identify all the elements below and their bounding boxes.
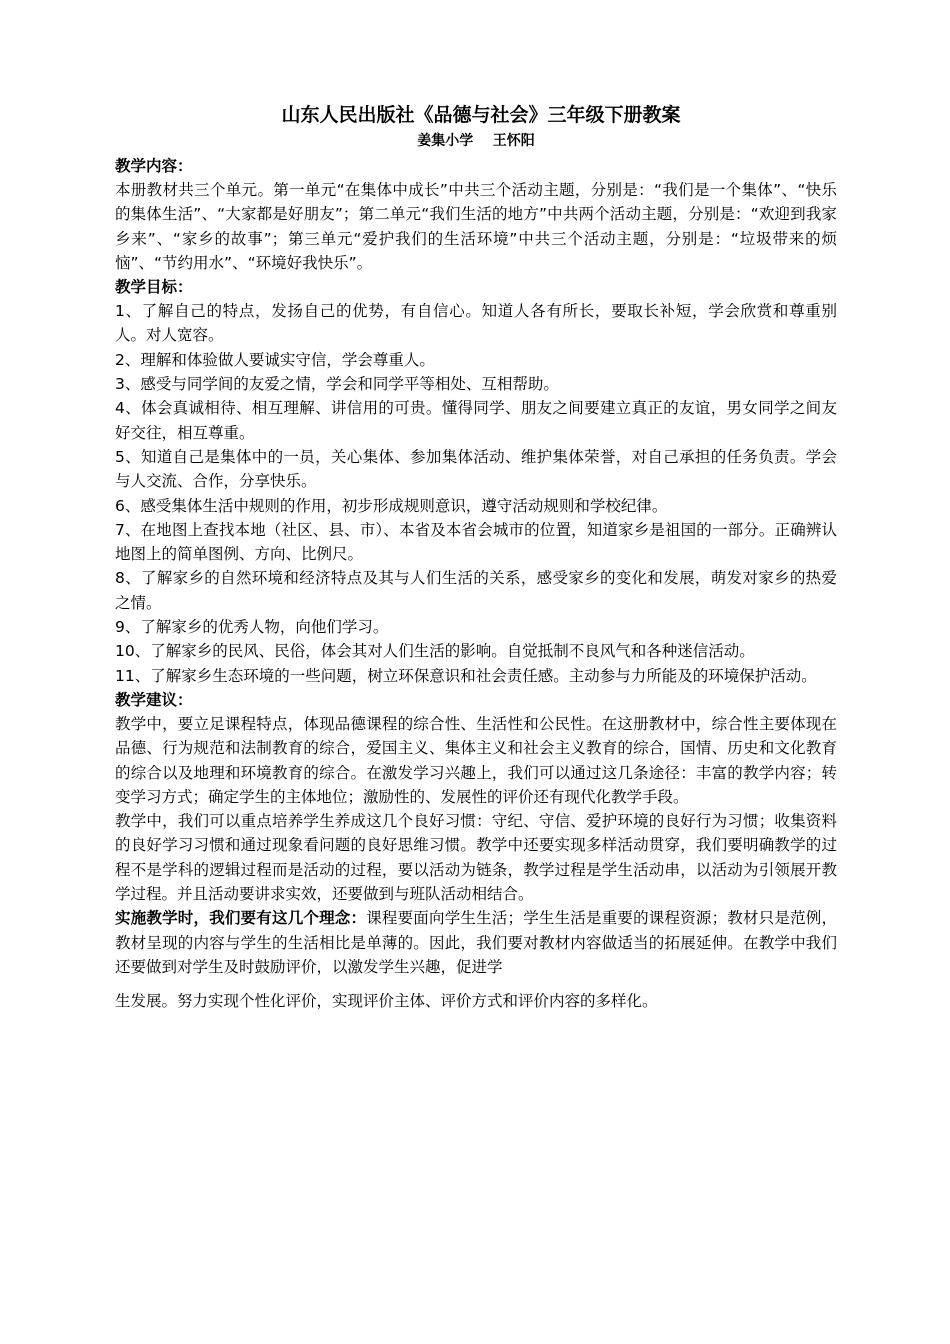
goal-item-4: 4、体会真诚相待、相互理解、讲信用的可贵。懂得同学、朋友之间要建立真正的友谊，男女同学之间友好交往，相互尊重。 — [115, 399, 837, 442]
suggestions-heading: 教学建议： — [115, 690, 193, 709]
document-title: 山东人民出版社《品德与社会》三年级下册教案 — [281, 104, 681, 126]
content-heading: 教学内容： — [115, 157, 193, 175]
goal-item-2: 2、理解和体验做人要诚实守信，学会尊重人。 — [115, 350, 435, 369]
goals-heading: 教学目标： — [115, 278, 193, 297]
goal-item-11: 11、了解家乡生态环境的一些问题，树立环保意识和社会责任感。主动参与力所能及的环境保护活动。 — [115, 666, 817, 685]
suggestions-paragraph-3 — [115, 906, 837, 979]
goal-item-6: 6、感受集体生活中规则的作用，初步形成规则意识，遵守活动规则和学校纪律。 — [115, 496, 668, 515]
goal-item-5: 5、知道自己是集体中的一员，关心集体、参加集体活动、维护集体荣誉，对自己承担的任务负责。学会与人交流、合作，分享快乐。 — [115, 447, 837, 491]
goal-item-7: 7、在地图上查找本地（社区、县、市）、本省及本省会城市的位置，知道家乡是祖国的一部分。正确辨认地图上的简单图例、方向、比例尺。 — [115, 520, 837, 564]
goal-item-10: 10、了解家乡的民风、民俗，体会其对人们生活的影响。自觉抵制不良风气和各种迷信活动。 — [115, 642, 755, 661]
suggestions-paragraph-1: 教学中，要立足课程特点，体现品德课程的综合性、生活性和公民性。在这册教材中，综合性主要体现在品德、行为规范和法制教育的综合，爱国主义、集体主义和社会主义教育的综合，国情、历史和文化教育的综合以及地理和环境教育的综合。在激发学习兴趣上，我们可以通过这几条途径：丰富的教学内容；转变学习方式；确定学生的主体地位；激励性的、发展性的评价还有现代化教学手段。 — [115, 714, 837, 806]
document-author: 姜集小学 王怀阳 — [417, 133, 535, 149]
goal-item-3: 3、感受与同学间的友爱之情，学会和同学平等相处、互相帮助。 — [115, 375, 559, 394]
principles-text: 课程要面向学生生活；学生生活是重要的课程资源；教材只是范例，教材呈现的内容与学生的生活相比是单薄的。因此，我们要对教材内容做适当的拓展延伸。在教学中我们还要做到对学生及时鼓励评价，以激发学生兴趣，促进学 — [115, 909, 837, 976]
content-paragraph: 本册教材共三个单元。第一单元“在集体中成长”中共三个活动主题，分别是：“我们是一个集体”、“快乐的集体生活”、“大家都是好朋友”；第二单元“我们生活的地方”中共两个活动主题，分别是：“欢迎到我家乡来”、“家乡的故事”；第三单元“爱护我们的生活环境”中共三个活动主题，分别是：“垃圾带来的烦恼”、“节约用水”、“环境好我快乐”。 — [115, 181, 837, 272]
goal-item-1: 1、了解自己的特点，发扬自己的优势，有自信心。知道人各有所长，要取长补短，学会欣赏和尊重别人。对人宽容。 — [115, 302, 837, 345]
suggestions-paragraph-2: 教学中，我们可以重点培养学生养成这几个良好习惯：守纪、守信、爱护环境的良好行为习惯；收集资料的良好学习习惯和通过现象看问题的良好思维习惯。教学中还要实现多样活动贯穿，我们要明确教学的过程不是学科的逻辑过程而是活动的过程，要以活动为链条，教学过程是学生活动串，以活动为引领展开教学过程。并且活动要讲求实效，还要做到与班队活动相结合。 — [115, 812, 837, 904]
goal-item-8: 8、了解家乡的自然环境和经济特点及其与人们生活的关系，感受家乡的变化和发展，萌发对家乡的热爱之情。 — [115, 569, 837, 612]
principles-lead: 实施教学时，我们要有这几个理念： — [115, 909, 367, 928]
document-page — [115, 100, 837, 1014]
goal-item-9: 9、了解家乡的优秀人物，向他们学习。 — [115, 618, 389, 637]
suggestions-paragraph-3-tail: 生发展。努力实现个性化评价，实现评价主体、评价方式和评价内容的多样化。 — [115, 992, 658, 1011]
